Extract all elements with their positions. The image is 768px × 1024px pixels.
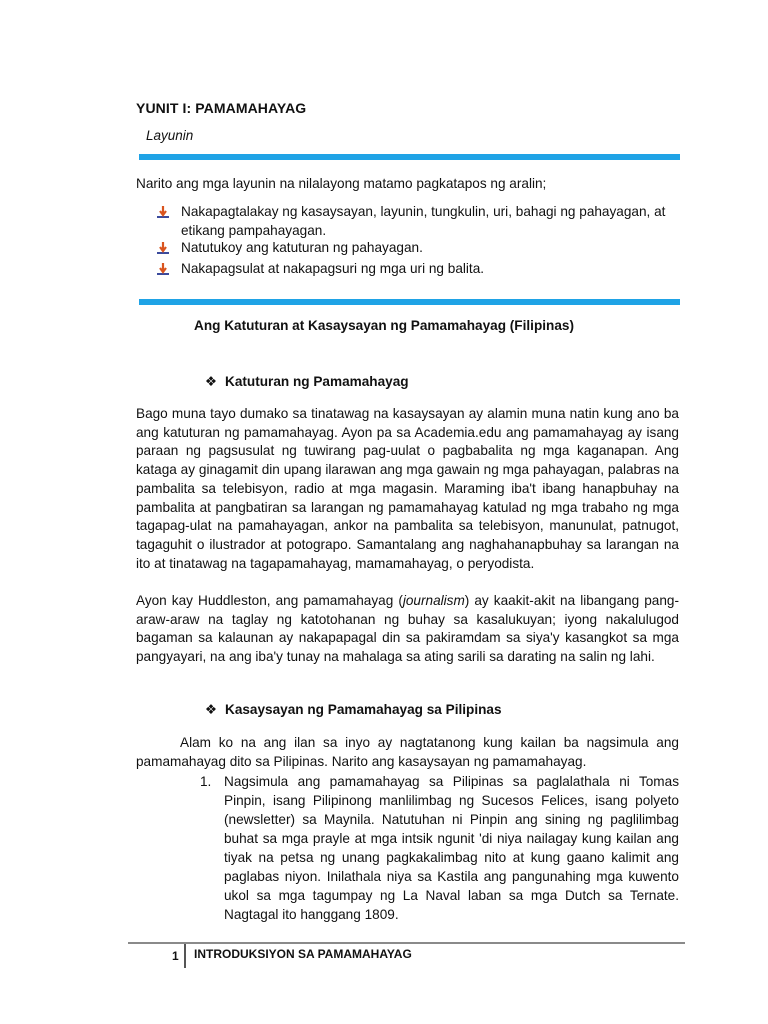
diamond-bullet-icon: ❖ xyxy=(204,374,218,389)
section-title: Ang Katuturan at Kasaysayan ng Pamamahayag (Filipinas) xyxy=(194,318,574,333)
paragraph-text: ) ay kaakit-akit na libangang pang-araw-araw na taglay ng katotohanan ng buhay sa kasalukuyan; iyong nakalulugod bagaman sa kalaunan ay nakapapagal din sa pakiramdam sa siya'y kasangkot sa mga pangyayari, na ang iba'y tunay na mahalaga sa ating sarili sa darating na salin ng lahi. xyxy=(136,593,679,665)
section-divider-top xyxy=(139,154,680,160)
section-divider-bottom xyxy=(139,299,680,305)
page-number: 1 xyxy=(172,949,179,963)
list-text: Nagsimula ang pamamahayag sa Pilipinas sa paglalathala ni Tomas Pinpin, isang Pilipinong manlilimbag ng Sucesos Felices, isang polyeto (newsletter) sa Maynila. Natutuhan ni Pinpin ang sining ng paglilimbag buhat sa mga prayle at mga intsik ngunit 'di niya nailagay kung kailan ang tiyak na petsa ng unang pagkakalimbag nito at kung gaano kalimit ang paglabas niyon. Inilathala niya sa Kastila ang pangunahing mga kuwento ukol sa mga tagumpay ng La Naval laban sa mga Dutch sa Ternate. Nagtagal ito hanggang 1809. xyxy=(224,774,679,922)
arrow-bullet-icon xyxy=(156,241,170,255)
arrow-bullet-icon xyxy=(156,205,170,219)
list-item xyxy=(200,772,679,924)
unit-title: YUNIT I: PAMAMAHAYAG xyxy=(136,100,307,116)
italic-term: journalism xyxy=(402,593,465,608)
objective-text: Natutukoy ang katuturan ng pahayagan. xyxy=(181,240,423,255)
paragraph-huddleston xyxy=(136,592,679,667)
subheading-text: Kasaysayan ng Pamamahayag sa Pilipinas xyxy=(225,702,502,717)
list-number: 1. xyxy=(200,774,212,789)
layunin-label: Layunin xyxy=(146,128,194,143)
subheading-text: Katuturan ng Pamamahayag xyxy=(225,374,409,389)
footer-separator xyxy=(184,944,186,968)
footer-divider xyxy=(128,942,685,944)
paragraph-text: Ayon kay Huddleston, ang pamamahayag ( xyxy=(136,593,403,608)
footer-label: INTRODUKSIYON SA PAMAMAHAYAG xyxy=(194,947,412,961)
paragraph-kasaysayan-intro: Alam ko na ang ilan sa inyo ay nagtatanong kung kailan ba nagsimula ang pamamahayag dito sa Pilipinas. Narito ang kasaysayan ng pamamahayag. xyxy=(136,735,679,769)
objective-text: Nakapagsulat at nakapagsuri ng mga uri ng balita. xyxy=(181,261,485,276)
objective-text: Nakapagtalakay ng kasaysayan, layunin, tungkulin, uri, bahagi ng pahayagan, at etikang pampahayagan. xyxy=(181,204,666,238)
diamond-bullet-icon: ❖ xyxy=(204,702,218,717)
subheading-katuturan xyxy=(203,374,409,390)
arrow-bullet-icon xyxy=(156,262,170,276)
objectives-intro: Narito ang mga layunin na nilalayong matamo pagkatapos ng aralin; xyxy=(136,176,547,191)
subheading-kasaysayan xyxy=(203,702,502,718)
paragraph-katuturan: Bago muna tayo dumako sa tinatawag na kasaysayan ay alamin muna natin kung ano ba ang katuturan ng pamamahayag. Ayon pa sa Academia.edu ang pamamahayag ay isang paraan ng pagsusulat ng tuwirang pag-uulat o pagbabalita ng mga kaganapan. Ang kataga ay ginagamit din upang ilarawan ang mga gawain ng mga pahayagan, palabras na pambalita sa telebisyon, radio at mga magasin. Maraming iba't ibang hanapbuhay na pambalita at pangbatiran sa larangan ng pamamahayag katulad ng mga trabaho ng mga tagapag-ulat na pamahayagan, ankor na pambalita sa telebisyon, manunulat, patnugot, tagaguhit o ilustrador at potograpo. Samantalang ang naghahanapbuhay sa larangan na ito at tinatawag na tagapamahayag, mamamahayag, o peryodista. xyxy=(136,406,679,571)
